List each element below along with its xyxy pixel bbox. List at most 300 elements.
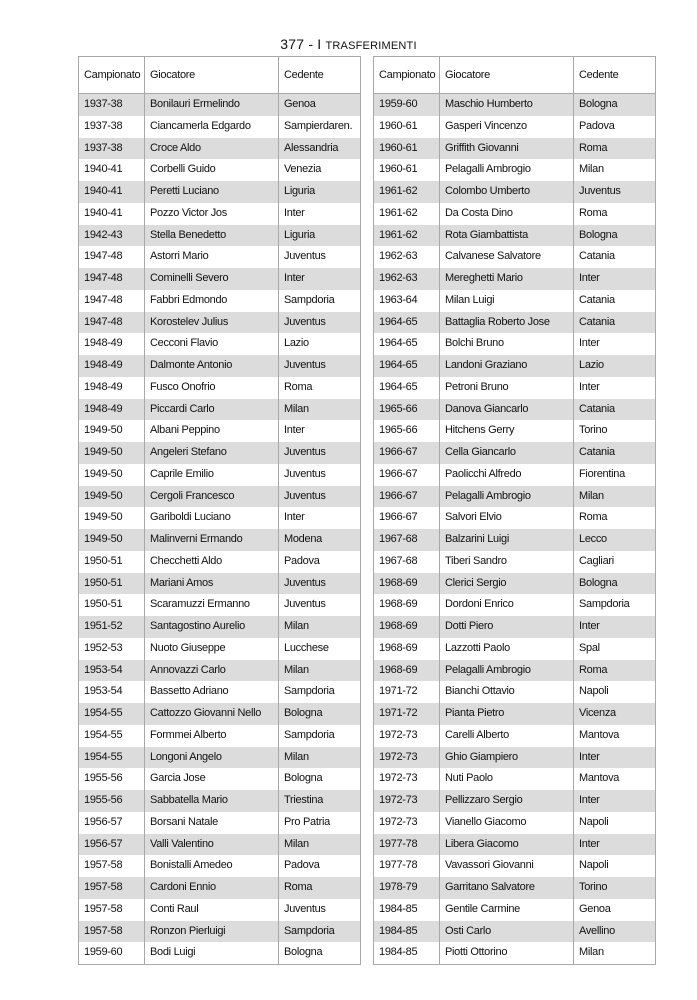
cell-season: 1960-61 [374,116,440,138]
cell-season: 1971-72 [374,681,440,703]
cell-from: Milan [574,486,656,508]
table-row [374,855,656,877]
table-row [79,507,361,529]
cell-season: 1954-55 [79,703,145,725]
header-player: Giocatore [145,57,279,94]
cell-season: 1957-58 [79,877,145,899]
cell-season: 1972-73 [374,768,440,790]
cell-season: 1972-73 [374,725,440,747]
cell-player: Carelli Alberto [440,725,574,747]
cell-player: Scaramuzzi Ermanno [145,594,279,616]
cell-from: Juventus [279,594,361,616]
cell-season: 1954-55 [79,725,145,747]
cell-player: Battaglia Roberto Jose [440,312,574,334]
cell-season: 1955-56 [79,768,145,790]
cell-from: Bologna [279,768,361,790]
cell-player: Clerici Sergio [440,573,574,595]
cell-from: Juventus [279,312,361,334]
cell-season: 1957-58 [79,921,145,943]
cell-season: 1963-64 [374,290,440,312]
table-row [374,268,656,290]
cell-season: 1966-67 [374,442,440,464]
table-row [79,290,361,312]
cell-season: 1949-50 [79,507,145,529]
cell-from: Milan [279,660,361,682]
cell-season: 1971-72 [374,703,440,725]
cell-from: Lazio [574,355,656,377]
cell-player: Dordoni Enrico [440,594,574,616]
cell-player: Pellizzaro Sergio [440,790,574,812]
cell-player: Sabbatella Mario [145,790,279,812]
cell-from: Sampdoria [279,290,361,312]
table-row [374,420,656,442]
cell-player: Osti Carlo [440,921,574,943]
cell-from: Padova [279,551,361,573]
cell-player: Lazzotti Paolo [440,638,574,660]
cell-player: Formmei Alberto [145,725,279,747]
cell-season: 1972-73 [374,812,440,834]
table-row [79,486,361,508]
table-row [79,529,361,551]
cell-from: Milan [574,942,656,964]
table-row [374,333,656,355]
table-row [374,486,656,508]
cell-player: Corbelli Guido [145,159,279,181]
cell-from: Bologna [279,942,361,964]
cell-from: Inter [574,377,656,399]
cell-player: Astorri Mario [145,246,279,268]
cell-player: Nuoto Giuseppe [145,638,279,660]
cell-from: Inter [574,616,656,638]
cell-season: 1960-61 [374,159,440,181]
cell-player: Landoni Graziano [440,355,574,377]
table-row [374,507,656,529]
table-row [374,159,656,181]
cell-season: 1965-66 [374,420,440,442]
cell-season: 1964-65 [374,355,440,377]
cell-season: 1984-85 [374,942,440,964]
table-row [79,159,361,181]
cell-season: 1984-85 [374,921,440,943]
cell-season: 1940-41 [79,159,145,181]
cell-from: Sampierdaren. [279,116,361,138]
table-row [79,703,361,725]
table-row [374,551,656,573]
cell-player: Da Costa Dino [440,203,574,225]
cell-from: Catania [574,246,656,268]
cell-player: Colombo Umberto [440,181,574,203]
cell-season: 1954-55 [79,747,145,769]
cell-from: Roma [574,660,656,682]
cell-player: Cattozzo Giovanni Nello [145,703,279,725]
section-title: TRASFERIMENTI [325,40,417,52]
cell-player: Conti Raul [145,899,279,921]
cell-player: Vavassori Giovanni [440,855,574,877]
cell-player: Paolicchi Alfredo [440,464,574,486]
cell-season: 1953-54 [79,660,145,682]
table-row [374,638,656,660]
cell-from: Cagliari [574,551,656,573]
table-row [79,790,361,812]
cell-from: Bologna [574,94,656,116]
table-row [79,834,361,856]
cell-player: Ciancamerla Edgardo [145,116,279,138]
cell-from: Inter [279,203,361,225]
cell-player: Malinverni Ermando [145,529,279,551]
cell-from: Triestina [279,790,361,812]
cell-season: 1940-41 [79,203,145,225]
cell-season: 1949-50 [79,529,145,551]
table-row [374,399,656,421]
cell-season: 1962-63 [374,246,440,268]
cell-season: 1948-49 [79,333,145,355]
cell-from: Inter [279,268,361,290]
cell-player: Bianchi Ottavio [440,681,574,703]
cell-player: Longoni Angelo [145,747,279,769]
table-row [79,225,361,247]
table-row [374,660,656,682]
table-row [79,94,361,116]
cell-season: 1968-69 [374,573,440,595]
table-row [79,877,361,899]
table-row [79,725,361,747]
cell-player: Cardoni Ennio [145,877,279,899]
cell-season: 1968-69 [374,638,440,660]
table-row [374,768,656,790]
table-row [374,138,656,160]
cell-season: 1942-43 [79,225,145,247]
cell-from: Genoa [574,899,656,921]
cell-player: Santagostino Aurelio [145,616,279,638]
cell-season: 1972-73 [374,747,440,769]
cell-from: Roma [574,138,656,160]
table-row [79,181,361,203]
cell-season: 1947-48 [79,290,145,312]
table-row [374,442,656,464]
cell-player: Ghio Giampiero [440,747,574,769]
cell-player: Garritano Salvatore [440,877,574,899]
cell-player: Pelagalli Ambrogio [440,159,574,181]
cell-player: Mariani Amos [145,573,279,595]
cell-from: Inter [279,420,361,442]
cell-season: 1940-41 [79,181,145,203]
table-row [79,638,361,660]
cell-season: 1964-65 [374,377,440,399]
cell-from: Napoli [574,681,656,703]
cell-season: 1950-51 [79,594,145,616]
header-season: Campionato [374,57,440,94]
table-row [79,312,361,334]
table-row [374,355,656,377]
cell-player: Dotti Piero [440,616,574,638]
cell-player: Bodi Luigi [145,942,279,964]
cell-player: Cecconi Flavio [145,333,279,355]
cell-from: Venezia [279,159,361,181]
cell-player: Piccardi Carlo [145,399,279,421]
cell-player: Borsani Natale [145,812,279,834]
cell-player: Nuti Paolo [440,768,574,790]
table-row [79,116,361,138]
cell-season: 1959-60 [374,94,440,116]
cell-from: Sampdoria [279,725,361,747]
cell-from: Inter [574,747,656,769]
cell-from: Napoli [574,855,656,877]
cell-player: Dalmonte Antonio [145,355,279,377]
cell-season: 1968-69 [374,616,440,638]
cell-from: Pro Patria [279,812,361,834]
cell-player: Rota Giambattista [440,225,574,247]
cell-player: Hitchens Gerry [440,420,574,442]
cell-season: 1937-38 [79,94,145,116]
table-row [79,899,361,921]
cell-season: 1961-62 [374,181,440,203]
table-row [79,942,361,964]
cell-from: Milan [279,747,361,769]
cell-season: 1950-51 [79,551,145,573]
table-row [79,747,361,769]
table-row [79,333,361,355]
cell-player: Gariboldi Luciano [145,507,279,529]
cell-player: Angeleri Stefano [145,442,279,464]
cell-season: 1968-69 [374,660,440,682]
cell-player: Salvori Elvio [440,507,574,529]
cell-player: Petroni Bruno [440,377,574,399]
cell-season: 1948-49 [79,355,145,377]
table-row [79,399,361,421]
table-row [374,834,656,856]
cell-from: Vicenza [574,703,656,725]
cell-player: Calvanese Salvatore [440,246,574,268]
cell-from: Juventus [279,464,361,486]
cell-from: Inter [574,834,656,856]
cell-from: Catania [574,399,656,421]
cell-player: Fabbri Edmondo [145,290,279,312]
cell-season: 1959-60 [79,942,145,964]
cell-player: Stella Benedetto [145,225,279,247]
cell-from: Spal [574,638,656,660]
cell-season: 1967-68 [374,529,440,551]
cell-from: Milan [279,399,361,421]
transfers-table-left [78,56,361,965]
cell-player: Tiberi Sandro [440,551,574,573]
cell-player: Gasperi Vincenzo [440,116,574,138]
cell-season: 1957-58 [79,855,145,877]
table-row [374,225,656,247]
cell-season: 1977-78 [374,855,440,877]
cell-season: 1962-63 [374,268,440,290]
table-row [79,573,361,595]
cell-from: Liguria [279,181,361,203]
cell-player: Piotti Ottorino [440,942,574,964]
header-player: Giocatore [440,57,574,94]
cell-player: Ronzon Pierluigi [145,921,279,943]
cell-from: Mantova [574,725,656,747]
cell-from: Roma [279,877,361,899]
cell-season: 1961-62 [374,203,440,225]
table-row [374,790,656,812]
cell-from: Inter [279,507,361,529]
cell-from: Roma [279,377,361,399]
table-row [79,442,361,464]
cell-from: Juventus [279,486,361,508]
table-row [374,594,656,616]
cell-season: 1953-54 [79,681,145,703]
cell-player: Croce Aldo [145,138,279,160]
page-title [0,36,697,52]
cell-player: Pelagalli Ambrogio [440,660,574,682]
cell-season: 1966-67 [374,464,440,486]
cell-from: Liguria [279,225,361,247]
cell-season: 1937-38 [79,116,145,138]
table-row [374,703,656,725]
cell-player: Mereghetti Mario [440,268,574,290]
cell-from: Juventus [279,899,361,921]
cell-player: Libera Giacomo [440,834,574,856]
table-row [374,747,656,769]
cell-player: Cella Giancarlo [440,442,574,464]
cell-season: 1955-56 [79,790,145,812]
table-row [374,616,656,638]
transfers-table-right [373,56,656,965]
cell-player: Fusco Onofrio [145,377,279,399]
cell-from: Roma [574,203,656,225]
cell-season: 1949-50 [79,464,145,486]
cell-player: Bonistalli Amedeo [145,855,279,877]
cell-from: Padova [574,116,656,138]
cell-season: 1972-73 [374,790,440,812]
cell-from: Juventus [279,355,361,377]
header-from: Cedente [574,57,656,94]
cell-from: Torino [574,420,656,442]
table-row [79,246,361,268]
table-row [79,551,361,573]
table-row [374,573,656,595]
cell-player: Bassetto Adriano [145,681,279,703]
cell-from: Fiorentina [574,464,656,486]
cell-from: Juventus [574,181,656,203]
table-row [374,725,656,747]
cell-player: Vianello Giacomo [440,812,574,834]
cell-player: Griffith Giovanni [440,138,574,160]
table-header-row [79,57,361,94]
table-row [79,420,361,442]
cell-player: Balzarini Luigi [440,529,574,551]
cell-from: Lecco [574,529,656,551]
cell-season: 1965-66 [374,399,440,421]
cell-player: Peretti Luciano [145,181,279,203]
cell-from: Milan [279,834,361,856]
cell-season: 1951-52 [79,616,145,638]
cell-from: Sampdoria [279,921,361,943]
cell-player: Checchetti Aldo [145,551,279,573]
cell-season: 1964-65 [374,312,440,334]
table-row [79,464,361,486]
cell-from: Roma [574,507,656,529]
table-row [374,312,656,334]
table-row [374,812,656,834]
cell-from: Mantova [574,768,656,790]
cell-from: Lucchese [279,638,361,660]
cell-player: Danova Giancarlo [440,399,574,421]
cell-from: Inter [574,268,656,290]
table-row [79,768,361,790]
table-row [374,290,656,312]
table-row [374,377,656,399]
page-number: 377 [280,36,305,52]
cell-season: 1957-58 [79,899,145,921]
table-row [79,203,361,225]
cell-from: Alessandria [279,138,361,160]
cell-from: Bologna [574,573,656,595]
cell-season: 1977-78 [374,834,440,856]
cell-from: Genoa [279,94,361,116]
table-row [79,138,361,160]
table-header-row [374,57,656,94]
cell-player: Cominelli Severo [145,268,279,290]
cell-season: 1964-65 [374,333,440,355]
cell-player: Bolchi Bruno [440,333,574,355]
cell-player: Korostelev Julius [145,312,279,334]
cell-from: Modena [279,529,361,551]
header-from: Cedente [279,57,361,94]
cell-from: Sampdoria [574,594,656,616]
cell-season: 1937-38 [79,138,145,160]
table-row [374,942,656,964]
table-row [374,921,656,943]
cell-player: Maschio Humberto [440,94,574,116]
cell-season: 1966-67 [374,507,440,529]
cell-player: Valli Valentino [145,834,279,856]
cell-from: Milan [279,616,361,638]
cell-from: Torino [574,877,656,899]
table-row [79,377,361,399]
cell-season: 1960-61 [374,138,440,160]
table-row [79,855,361,877]
cell-season: 1956-57 [79,834,145,856]
table-row [374,181,656,203]
cell-player: Cergoli Francesco [145,486,279,508]
table-row [374,246,656,268]
cell-from: Padova [279,855,361,877]
cell-from: Napoli [574,812,656,834]
cell-from: Inter [574,790,656,812]
cell-season: 1950-51 [79,573,145,595]
cell-season: 1948-49 [79,399,145,421]
table-row [79,268,361,290]
cell-from: Bologna [279,703,361,725]
cell-season: 1966-67 [374,486,440,508]
cell-from: Lazio [279,333,361,355]
cell-season: 1978-79 [374,877,440,899]
title-separator: - I [304,36,326,52]
cell-from: Bologna [574,225,656,247]
cell-player: Albani Peppino [145,420,279,442]
table-row [374,899,656,921]
cell-season: 1967-68 [374,551,440,573]
table-row [79,921,361,943]
cell-player: Garcia Jose [145,768,279,790]
table-row [374,116,656,138]
cell-season: 1947-48 [79,246,145,268]
table-row [374,464,656,486]
table-row [79,355,361,377]
cell-season: 1968-69 [374,594,440,616]
cell-from: Catania [574,312,656,334]
table-row [79,681,361,703]
cell-season: 1947-48 [79,268,145,290]
table-row [374,877,656,899]
table-row [374,529,656,551]
